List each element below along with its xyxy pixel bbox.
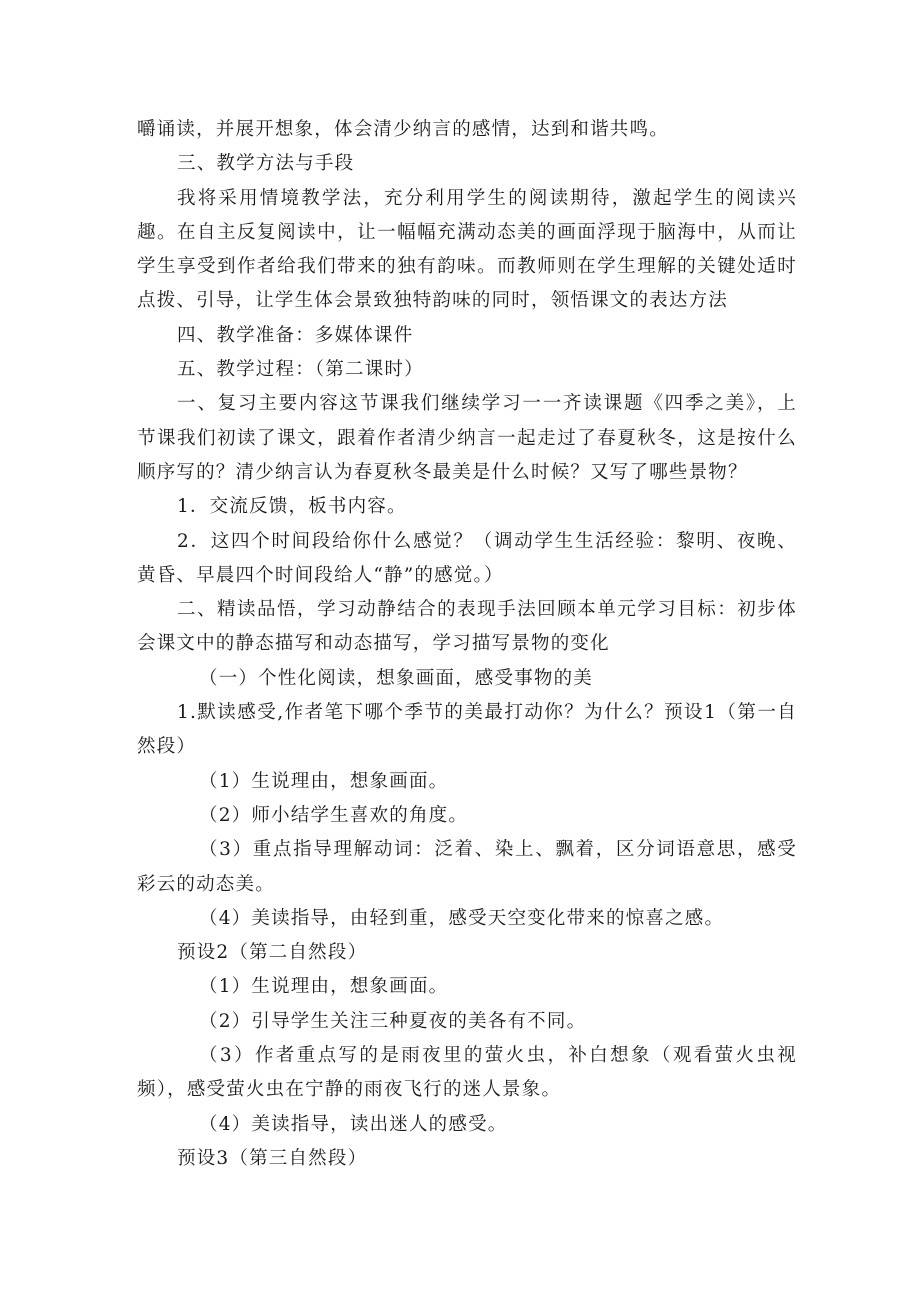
list-item: 2．这四个时间段给你什么感觉？（调动学生生活经验：黎明、夜晚、黄昏、早晨四个时间段给人“静”的感觉。） — [137, 530, 797, 586]
paragraph-methods: 我将采用情境教学法，充分利用学生的阅读期待，激起学生的阅读兴趣。在自主反复阅读中，让一幅幅充满动态美的画面浮现于脑海中，从而让学生享受到作者给我们带来的独有韵味。而教师则在学生理解的关键处适时点拨、引导，让学生体会景致独特韵味的同时，领悟课文的表达方法 — [137, 187, 797, 312]
section-heading-methods: 三、教学方法与手段 — [177, 153, 355, 175]
document-body — [137, 113, 797, 1176]
list-item: 1．交流反馈，板书内容。 — [177, 496, 407, 518]
paragraph-intensive-reading: 二、精读品悟，学习动静结合的表现手法回顾本单元学习目标：初步体会课文中的静态描写和动态描写，学习描写景物的变化 — [137, 599, 797, 655]
paragraph-review: 一、复习主要内容这节课我们继续学习一一齐读课题《四季之美》，上节课我们初读了课文，跟着作者清少纳言一起走过了春夏秋冬，这是按什么顺序写的？清少纳言认为春夏秋冬最美是什么时候？又写了哪些景物？ — [137, 393, 797, 483]
section-heading-preparation: 四、教学准备：多媒体课件 — [177, 324, 414, 346]
list-item: （2）师小结学生喜欢的角度。 — [199, 804, 469, 826]
list-item: （1）生说理由，想象画面。 — [199, 770, 449, 792]
list-item: （3）重点指导理解动词：泛着、染上、飘着，区分词语意思，感受彩云的动态美。 — [137, 839, 797, 895]
preset-heading: 预设3（第三自然段） — [177, 1147, 368, 1169]
paragraph-continuation: 嚼诵读，并展开想象，体会清少纳言的感情，达到和谐共鸣。 — [137, 119, 669, 140]
subsection-heading: （一）个性化阅读，想象画面，感受事物的美 — [199, 667, 594, 689]
list-item: （4）美读指导，由轻到重，感受天空变化带来的惊喜之感。 — [199, 907, 725, 929]
list-item: （1）生说理由，想象画面。 — [199, 976, 449, 998]
preset-heading: 预设2（第二自然段） — [177, 942, 368, 964]
list-item: （3）作者重点写的是雨夜里的萤火虫，补白想象（观看萤火虫视频），感受萤火虫在宁静的雨夜飞行的迷人景象。 — [137, 1045, 797, 1101]
section-heading-process: 五、教学过程：（第二课时） — [177, 359, 424, 381]
list-item: 1.默读感受,作者笔下哪个季节的美最打动你？为什么？预设1（第一自然段） — [137, 702, 797, 758]
list-item: （4）美读指导，读出迷人的感受。 — [199, 1113, 508, 1135]
list-item: （2）引导学生关注三种夏夜的美各有不同。 — [199, 1010, 587, 1032]
